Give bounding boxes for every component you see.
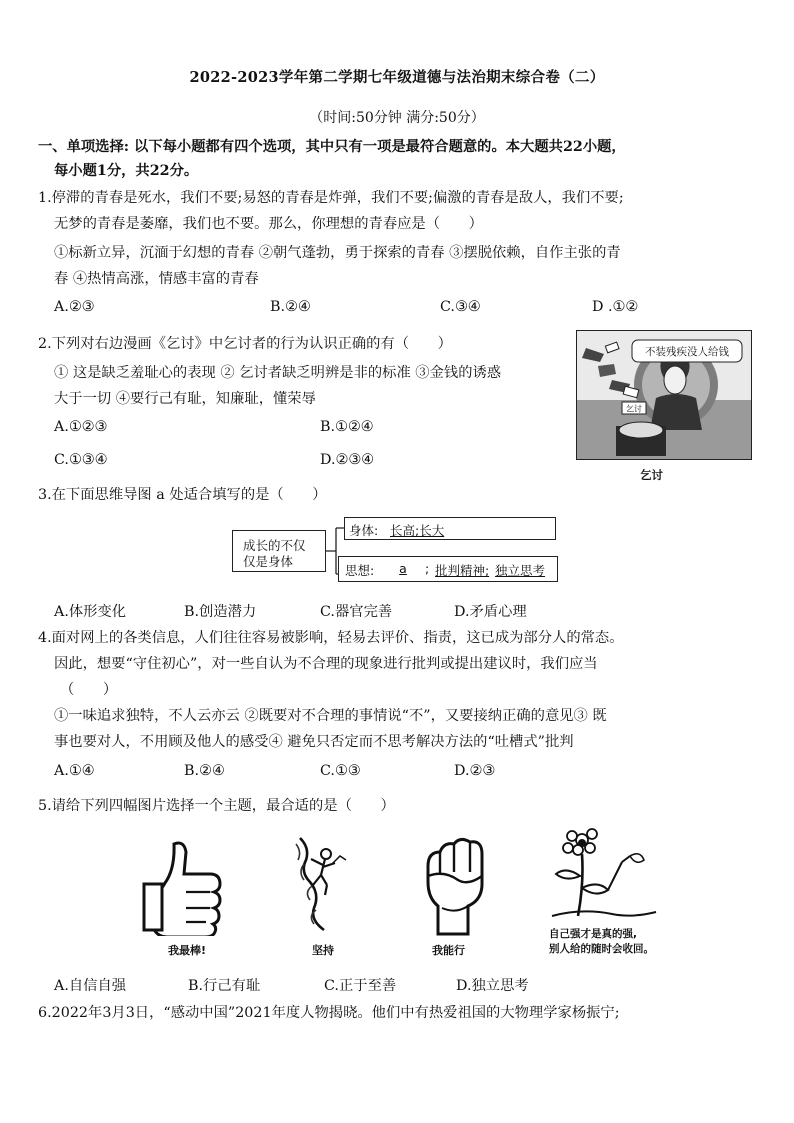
q5-option-d[interactable]: D.独立思考 <box>456 978 529 994</box>
mind-map-mind-value-2: 独立思考 <box>495 563 546 578</box>
mind-map-blank-a: a <box>399 561 407 576</box>
raised-fist-icon <box>418 836 488 936</box>
q3-option-d[interactable]: D.矛盾心理 <box>454 604 527 620</box>
cartoon-bowl-text: 乞讨 <box>626 404 642 414</box>
mind-map-root <box>232 530 326 572</box>
cartoon-sign-text: 不装残疾没人给钱 <box>645 346 729 358</box>
q4-stem-paren: （ ） <box>60 682 118 698</box>
q1-option-a[interactable]: A.②③ <box>54 299 95 315</box>
q1-stem-cont: 无梦的青春是萎靡，我们也不要。那么，你理想的青春应是（ ） <box>54 216 483 232</box>
q4-stem: 4.面对网上的各类信息，人们往往容易被影响，轻易去评价、指责，这已成为部分人的常态。 <box>38 630 624 646</box>
picture-2-caption: 坚持 <box>312 944 334 957</box>
mind-map-body-value: 长高;长大 <box>390 523 445 538</box>
q1-items: ①标新立异，沉湎于幻想的青春 ②朝气蓬勃，勇于探索的青春 ③摆脱依赖，自作主张的青 <box>54 245 621 261</box>
picture-4-caption-line-2: 别人给的随时会收回。 <box>549 943 654 955</box>
q2-items: ① 这是缺乏羞耻心的表现 ② 乞讨者缺乏明辨是非的标准 ③金钱的诱惑 <box>54 365 502 381</box>
q3-option-a[interactable]: A.体形变化 <box>54 604 127 620</box>
cartoon-caption: 乞讨 <box>640 468 663 482</box>
q1-items-cont: 春 ④热情高涨，情感丰富的青春 <box>54 271 259 287</box>
q1-option-d[interactable]: D .①② <box>592 299 639 315</box>
q4-items-cont: 事也要对人，不用顾及他人的感受④ 避免只否定而不思考解决方法的“吐槽式”批判 <box>54 734 574 750</box>
q1-option-c[interactable]: C.③④ <box>440 299 481 315</box>
mind-map-mind-label: 思想: <box>345 563 375 578</box>
q6-stem: 6.2022年3月3日，“感动中国”2021年度人物揭晓。他们中有热爱祖国的大物理学家杨振宁; <box>38 1005 620 1021</box>
q4-stem-cont: 因此，想要“守住初心”，对一些自认为不合理的现象进行批判或提出建议时，我们应当 <box>54 656 598 672</box>
begging-cartoon <box>576 330 752 460</box>
q2-option-d[interactable]: D.②③④ <box>320 452 374 468</box>
q4-items: ①一味追求独特，不人云亦云 ②既要对不合理的事情说“不”，又要接纳正确的意见③ 既 <box>54 708 607 724</box>
page-title: 2022-2023学年第二学期七年级道德与法治期末综合卷（二） <box>189 69 605 86</box>
mind-map-mind-branch <box>338 556 558 582</box>
q2-option-b[interactable]: B.①②④ <box>320 419 374 435</box>
mind-map-root-text: 成长的不仅 <box>243 538 306 553</box>
q5-option-c[interactable]: C.正于至善 <box>324 978 397 994</box>
mind-map-body-branch <box>344 517 556 540</box>
section-heading-cont: 每小题1分，共22分。 <box>54 163 199 179</box>
q2-items-cont: 大于一切 ④要行己有耻，知廉耻，懂荣辱 <box>54 391 316 407</box>
q2-stem: 2.下列对右边漫画《乞讨》中乞讨者的行为认识正确的有（ ） <box>38 336 452 352</box>
section-heading: 一、单项选择: 以下每小题都有四个选项，其中只有一项是最符合题意的。本大题共22小题， <box>38 139 626 155</box>
mind-map-mind-value-1: 批判精神; <box>435 563 490 578</box>
q5-stem: 5.请给下列四幅图片选择一个主题，最合适的是（ ） <box>38 798 395 814</box>
mind-map-root-text-2: 仅是身体 <box>243 554 294 569</box>
climber-icon <box>292 834 354 934</box>
q1-stem: 1.停滞的青春是死水，我们不要;易怒的青春是炸弹，我们不要;偏激的青春是敌人，我们不要; <box>38 190 624 206</box>
q5-option-b[interactable]: B.行己有耻 <box>188 978 261 994</box>
plant-icon <box>548 826 660 922</box>
q4-option-a[interactable]: A.①④ <box>54 763 95 779</box>
mind-map-sep: ; <box>425 561 430 576</box>
q5-option-a[interactable]: A.自信自强 <box>54 978 127 994</box>
q1-option-b[interactable]: B.②④ <box>270 299 311 315</box>
exam-time-info: （时间:50分钟 满分:50分） <box>309 110 485 126</box>
q2-option-a[interactable]: A.①②③ <box>54 419 108 435</box>
picture-3-caption: 我能行 <box>432 944 465 957</box>
picture-4-caption-line-1: 自己强才是真的强, <box>549 928 637 940</box>
picture-1-caption: 我最棒! <box>168 944 207 957</box>
thumbs-up-icon <box>140 838 226 936</box>
q2-option-c[interactable]: C.①③④ <box>54 452 108 468</box>
q3-stem: 3.在下面思维导图 a 处适合填写的是（ ） <box>38 487 327 503</box>
mind-map-body-label: 身体: <box>349 523 379 538</box>
q3-option-b[interactable]: B.创造潜力 <box>184 604 257 620</box>
q4-option-c[interactable]: C.①③ <box>320 763 361 779</box>
q3-option-c[interactable]: C.器官完善 <box>320 604 393 620</box>
q4-option-b[interactable]: B.②④ <box>184 763 225 779</box>
q4-option-d[interactable]: D.②③ <box>454 763 496 779</box>
